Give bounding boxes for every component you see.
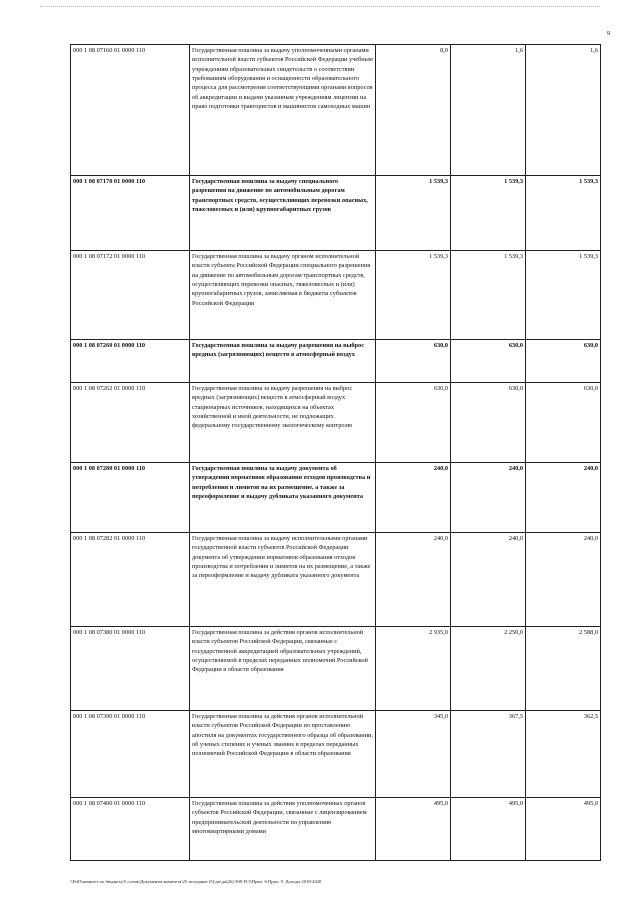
revenue-name-cell: Государственная пошлина за выдачу исполнительными органами государственной власти субъектов Российской Федерации документа об утверждении нормативов образования отходов производства и потребления и лимитов на их размещение, а также за переоформление и выдачу дубликата указанного документа bbox=[190, 533, 376, 627]
revenue-name-cell: Государственная пошлина за выдачу разрешения на выброс вредных (загрязняющих) веществ в атмосферный воздух стационарных источников, находящихся на объектах хозяйственной и иной деятельности, не подлежащих федеральному государственному экологическому контролю bbox=[190, 383, 376, 463]
value-2019-cell: 630,0 bbox=[451, 383, 526, 463]
value-2018-cell: 630,0 bbox=[376, 340, 451, 383]
revenue-name-cell: Государственная пошлина за действия уполномоченных органов субъектов Российской Федерации, связанные с лицензированием предпринимательской деятельности по управлению многоквартирными домами bbox=[190, 798, 376, 861]
value-2020-cell: 495,0 bbox=[526, 798, 601, 861]
budget-code-cell: 000 1 08 07390 01 0000 110 bbox=[71, 711, 190, 798]
value-2020-cell: 630,0 bbox=[526, 340, 601, 383]
value-2020-cell: 1 539,3 bbox=[526, 251, 601, 340]
value-2020-cell: 2 588,0 bbox=[526, 627, 601, 711]
table-row bbox=[71, 45, 601, 176]
budget-code-cell: 000 1 08 07380 01 0000 110 bbox=[71, 627, 190, 711]
value-2018-cell: 345,0 bbox=[376, 711, 451, 798]
table-row bbox=[71, 711, 601, 798]
value-2020-cell: 240,0 bbox=[526, 463, 601, 533]
budget-code-cell: 000 1 08 07262 01 0000 110 bbox=[71, 383, 190, 463]
top-scan-line bbox=[40, 6, 600, 7]
revenue-name-cell: Государственная пошлина за выдачу документа об утверждении нормативов образования отходов производства и потребления и лимитов на их размещение, а также за переоформление и выдачу дубликата указанного документа bbox=[190, 463, 376, 533]
budget-code-cell: 000 1 08 07160 01 0000 110 bbox=[71, 45, 190, 176]
value-2018-cell: 240,0 bbox=[376, 463, 451, 533]
value-2018-cell: 2 935,0 bbox=[376, 627, 451, 711]
revenue-name-cell: Государственная пошлина за действия органов исполнительной власти субъектов Российской Федерации по проставлению апостиля на документах государственного образца об образовании, об ученых степенях и ученых званиях в пределах переданных полномочий Российской Федерации в области образования bbox=[190, 711, 376, 798]
table-row bbox=[71, 533, 601, 627]
footer-file-path: \\Fs03\комитет по бюджету\5 созыв\Документы комитета\25 заседание (5)\дп\дп(26) 508-П-5\Прил. 6 Прил. 9. Доходы 2018-2020 bbox=[70, 879, 322, 884]
value-2018-cell: 240,0 bbox=[376, 533, 451, 627]
table-row bbox=[71, 251, 601, 340]
table-row bbox=[71, 463, 601, 533]
value-2020-cell: 362,5 bbox=[526, 711, 601, 798]
table-row bbox=[71, 627, 601, 711]
value-2018-cell: 1 539,3 bbox=[376, 176, 451, 251]
revenue-name-cell: Государственная пошлина за действия органов исполнительной власти субъектов Российской Федерации, связанные с государственной аккредитацией образовательных учреждений, осуществляемой в пределах переданных полномочий Российской Федерации в области образования bbox=[190, 627, 376, 711]
revenue-name-cell: Государственная пошлина за выдачу органом исполнительной власти субъекта Российской Федерации специального разрешения на движение по автомобильным дорогам транспортных средств, осуществляющих перевозки опасных, тяжеловесных и (или) крупногабаритных грузов, зачисляемая в бюджеты субъектов Российской Федерации bbox=[190, 251, 376, 340]
revenue-table bbox=[70, 44, 601, 861]
value-2019-cell: 367,5 bbox=[451, 711, 526, 798]
budget-code-cell: 000 1 08 07282 01 0000 110 bbox=[71, 533, 190, 627]
value-2018-cell: 495,0 bbox=[376, 798, 451, 861]
budget-code-cell: 000 1 08 07400 01 0000 110 bbox=[71, 798, 190, 861]
budget-code-cell: 000 1 08 07172 01 0000 110 bbox=[71, 251, 190, 340]
page-number: 9 bbox=[607, 31, 610, 37]
value-2020-cell: 1 539,3 bbox=[526, 176, 601, 251]
value-2018-cell: 8,0 bbox=[376, 45, 451, 176]
value-2018-cell: 630,0 bbox=[376, 383, 451, 463]
table-body bbox=[71, 45, 601, 861]
value-2019-cell: 240,0 bbox=[451, 533, 526, 627]
table-row bbox=[71, 340, 601, 383]
budget-code-cell: 000 1 08 07170 01 0000 110 bbox=[71, 176, 190, 251]
budget-code-cell: 000 1 08 07280 01 0000 110 bbox=[71, 463, 190, 533]
value-2020-cell: 240,0 bbox=[526, 533, 601, 627]
value-2019-cell: 630,0 bbox=[451, 340, 526, 383]
value-2019-cell: 1,6 bbox=[451, 45, 526, 176]
value-2019-cell: 240,0 bbox=[451, 463, 526, 533]
value-2020-cell: 630,0 bbox=[526, 383, 601, 463]
budget-code-cell: 000 1 08 07260 01 0000 110 bbox=[71, 340, 190, 383]
value-2019-cell: 1 539,3 bbox=[451, 176, 526, 251]
revenue-name-cell: Государственная пошлина за выдачу разрешения на выброс вредных (загрязняющих) веществ в атмосферный воздух bbox=[190, 340, 376, 383]
table-row bbox=[71, 798, 601, 861]
table-row bbox=[71, 383, 601, 463]
value-2020-cell: 1,6 bbox=[526, 45, 601, 176]
value-2019-cell: 2 250,0 bbox=[451, 627, 526, 711]
table-row bbox=[71, 176, 601, 251]
revenue-name-cell: Государственная пошлина за выдачу уполномоченными органами исполнительной власти субъектов Российской Федерации учебным учреждениям образовательных свидетельств о соответствии требованиям оборудования и оснащенности образовательного процесса для рассмотрения соответствующими органами вопросов об аккредитации и выдачи указанным учреждениям лицензии на право подготовки трактористов и машинистов самоходных машин bbox=[190, 45, 376, 176]
value-2018-cell: 1 539,3 bbox=[376, 251, 451, 340]
value-2019-cell: 495,0 bbox=[451, 798, 526, 861]
value-2019-cell: 1 539,3 bbox=[451, 251, 526, 340]
revenue-name-cell: Государственная пошлина за выдачу специального разрешения на движение по автомобильным дорогам транспортных средств, осуществляющих перевозки опасных, тяжеловесных и (или) крупногабаритных грузов bbox=[190, 176, 376, 251]
